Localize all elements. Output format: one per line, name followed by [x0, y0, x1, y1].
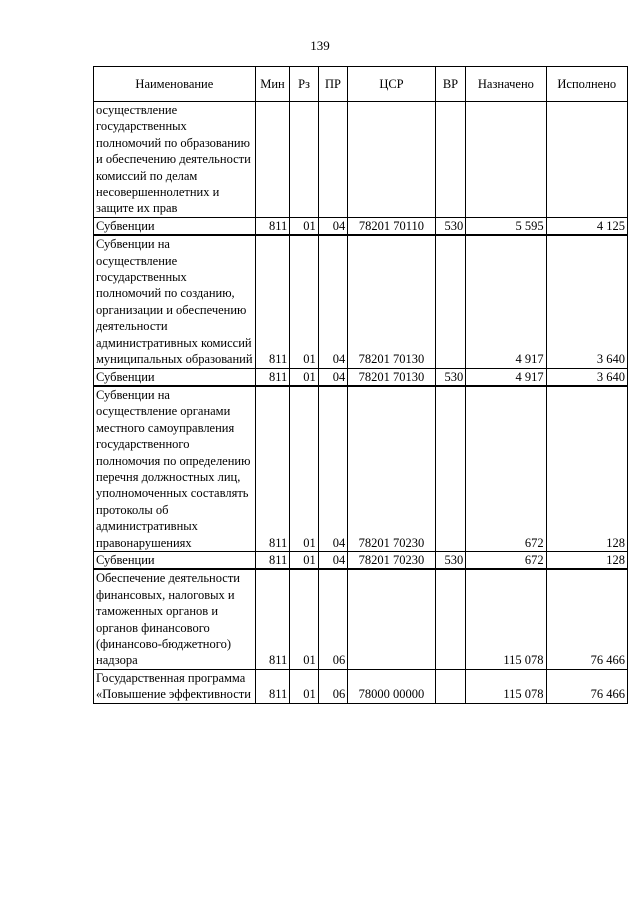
row-name: Субвенции на осуществление государственных полномочий по созданию, организации и обеспечению деятельности административных комиссий муниципальных образований [94, 235, 256, 368]
row-executed [546, 102, 627, 218]
header-rz: Рз [290, 67, 318, 102]
header-vr: ВР [435, 67, 466, 102]
row-vr [435, 669, 466, 703]
row-pr: 04 [318, 386, 347, 552]
row-name: Субвенции [94, 368, 256, 386]
header-pr: ПР [318, 67, 347, 102]
header-assigned: Назначено [466, 67, 546, 102]
row-min: 811 [255, 551, 290, 569]
header-name: Наименование [94, 67, 256, 102]
row-executed: 76 466 [546, 669, 627, 703]
table-row [94, 102, 628, 218]
table-row [94, 217, 628, 235]
row-vr: 530 [435, 217, 466, 235]
row-pr: 04 [318, 368, 347, 386]
row-csr: 78000 00000 [348, 669, 435, 703]
row-assigned: 4 917 [466, 368, 546, 386]
row-rz: 01 [290, 217, 318, 235]
row-rz: 01 [290, 368, 318, 386]
row-executed: 76 466 [546, 569, 627, 669]
row-name: Субвенции [94, 217, 256, 235]
row-rz: 01 [290, 235, 318, 368]
row-pr [318, 102, 347, 218]
table-row [94, 368, 628, 386]
row-csr: 78201 70130 [348, 368, 435, 386]
header-min: Мин [255, 67, 290, 102]
row-executed: 4 125 [546, 217, 627, 235]
row-rz: 01 [290, 569, 318, 669]
row-assigned: 115 078 [466, 669, 546, 703]
table-header-row [94, 67, 628, 102]
row-pr: 04 [318, 551, 347, 569]
table-row [94, 235, 628, 368]
row-csr: 78201 70110 [348, 217, 435, 235]
row-assigned: 672 [466, 386, 546, 552]
row-pr: 06 [318, 569, 347, 669]
row-rz: 01 [290, 551, 318, 569]
row-rz: 01 [290, 669, 318, 703]
row-rz: 01 [290, 386, 318, 552]
row-vr [435, 386, 466, 552]
row-csr: 78201 70230 [348, 386, 435, 552]
row-assigned: 672 [466, 551, 546, 569]
row-name: Обеспечение деятельности финансовых, налоговых и таможенных органов и органов финансового (финансово-бюджетного) надзора [94, 569, 256, 669]
table-row [94, 569, 628, 669]
row-assigned: 115 078 [466, 569, 546, 669]
table-row [94, 551, 628, 569]
row-min: 811 [255, 217, 290, 235]
row-csr: 78201 70230 [348, 551, 435, 569]
row-csr: 78201 70130 [348, 235, 435, 368]
row-vr [435, 102, 466, 218]
row-assigned [466, 102, 546, 218]
row-vr: 530 [435, 368, 466, 386]
row-csr [348, 102, 435, 218]
row-min: 811 [255, 368, 290, 386]
row-vr [435, 569, 466, 669]
row-vr: 530 [435, 551, 466, 569]
table-row [94, 669, 628, 703]
budget-table [93, 66, 628, 704]
header-executed: Исполнено [546, 67, 627, 102]
row-min: 811 [255, 235, 290, 368]
row-name: осуществление государственных полномочий по образованию и обеспечению деятельности комиссий по делам несовершеннолетних и защите их прав [94, 102, 256, 218]
row-pr: 04 [318, 217, 347, 235]
row-pr: 04 [318, 235, 347, 368]
row-executed: 128 [546, 386, 627, 552]
row-name: Субвенции на осуществление органами местного самоуправления государственного полномочия по определению перечня должностных лиц, уполномоченных составлять протоколы об административных правонарушениях [94, 386, 256, 552]
row-executed: 3 640 [546, 368, 627, 386]
row-assigned: 4 917 [466, 235, 546, 368]
row-min: 811 [255, 669, 290, 703]
row-name: Субвенции [94, 551, 256, 569]
row-executed: 128 [546, 551, 627, 569]
row-name: Государственная программа «Повышение эффективности [94, 669, 256, 703]
row-min: 811 [255, 386, 290, 552]
header-csr: ЦСР [348, 67, 435, 102]
page-number: 139 [310, 38, 330, 53]
row-min: 811 [255, 569, 290, 669]
row-assigned: 5 595 [466, 217, 546, 235]
row-rz [290, 102, 318, 218]
row-executed: 3 640 [546, 235, 627, 368]
row-pr: 06 [318, 669, 347, 703]
row-csr [348, 569, 435, 669]
row-min [255, 102, 290, 218]
table-row [94, 386, 628, 552]
row-vr [435, 235, 466, 368]
